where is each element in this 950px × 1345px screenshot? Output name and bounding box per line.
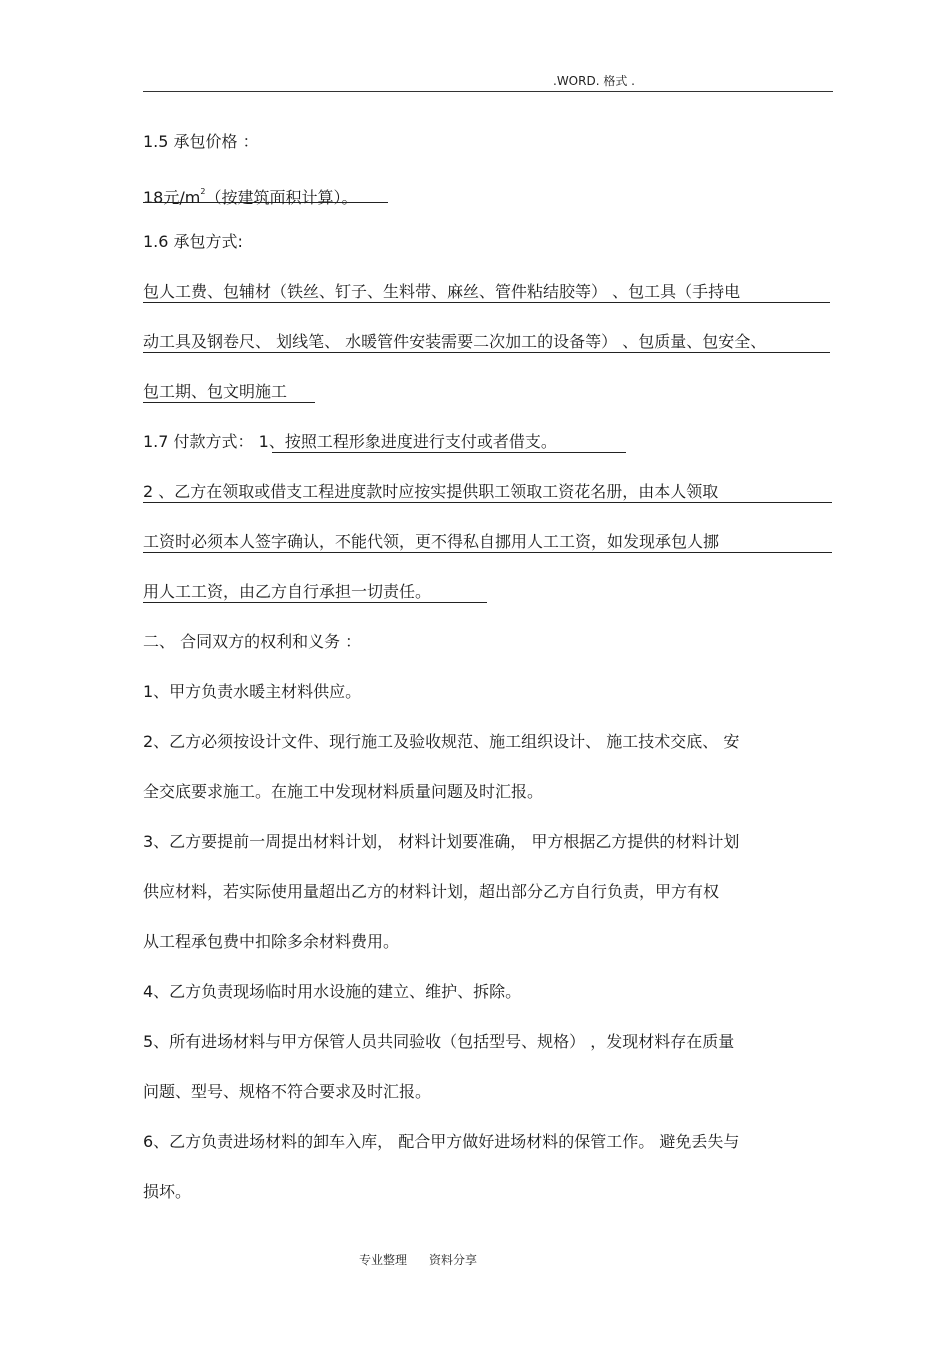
clause-1-6-underline-2 <box>143 352 830 353</box>
payment-item-2-underline-2 <box>143 552 832 553</box>
duty-1: 1、甲方负责水暖主材料供应。 <box>143 682 362 701</box>
payment-item-2-line-2: 工资时必须本人签字确认，不能代领，更不得私自挪用人工工资，如发现承包人挪 <box>143 532 720 551</box>
clause-1-5-title: 1.5 承包价格 ： <box>143 132 259 151</box>
duty-4: 4、乙方负责现场临时用水设施的建立、维护、拆除。 <box>143 982 522 1001</box>
footer-right: 资料分享 <box>429 1253 478 1267</box>
duty-5-line-2: 问题、型号、规格不符合要求及时汇报。 <box>143 1082 432 1101</box>
clause-1-6-title: 1.6 承包方式: <box>143 232 243 251</box>
price-unit-superscript: 2 <box>200 187 206 196</box>
clause-1-6-underline-1 <box>143 302 830 303</box>
price-underline <box>143 202 388 203</box>
duty-2-line-2: 全交底要求施工。在施工中发现材料质量问题及时汇报。 <box>143 782 544 801</box>
clause-1-5-price <box>143 182 357 208</box>
payment-item-2-underline-1 <box>143 502 832 503</box>
page-footer <box>359 1251 477 1268</box>
payment-item-1-underline <box>272 452 626 453</box>
clause-1-6-line-3: 包工期、包文明施工 <box>143 382 288 401</box>
clause-1-6-line-2: 动工具及钢卷尺、 划线笔、 水暖管件安装需要二次加工的设备等） 、包质量、包安全、 <box>143 332 767 351</box>
payment-item-2-line-1: 2 、乙方在领取或借支工程进度款时应按实提供职工领取工资花名册，由本人领取 <box>143 482 719 501</box>
section-2-title: 二、 合同双方的权利和义务 ： <box>143 632 362 651</box>
duty-3-line-1: 3、乙方要提前一周提出材料计划， 材料计划要准确， 甲方根据乙方提供的材料计划 <box>143 832 740 851</box>
price-note: （按建筑面积计算）。 <box>205 188 358 207</box>
price-value: 18元/m <box>143 188 201 207</box>
duty-6-line-1: 6、乙方负责进场材料的卸车入库， 配合甲方做好进场材料的保管工作。 避免丢失与 <box>143 1132 740 1151</box>
payment-label: 1.7 付款方式： <box>143 432 254 451</box>
clause-1-6-underline-3 <box>143 402 315 403</box>
duty-6-line-2: 损坏。 <box>143 1182 192 1201</box>
clause-1-6-line-1: 包人工费、包辅材（铁丝、钉子、生料带、麻丝、管件粘结胶等） 、包工具（手持电 <box>143 282 741 301</box>
clause-1-7-line-1 <box>143 432 557 452</box>
duty-2-line-1: 2、乙方必须按设计文件、现行施工及验收规范、施工组织设计、 施工技术交底、 安 <box>143 732 740 751</box>
payment-item-1: 1、按照工程形象进度进行支付或者借支。 <box>258 432 557 451</box>
payment-item-2-line-3: 用人工工资，由乙方自行承担一切责任。 <box>143 582 432 601</box>
page-header: .WORD. 格式 . <box>553 74 635 88</box>
duty-3-line-3: 从工程承包费中扣除多余材料费用。 <box>143 932 400 951</box>
footer-left: 专业整理 <box>359 1253 408 1267</box>
header-rule <box>143 91 833 92</box>
duty-5-line-1: 5、所有进场材料与甲方保管人员共同验收（包括型号、规格） ，发现材料存在质量 <box>143 1032 735 1051</box>
payment-item-2-underline-3 <box>143 602 487 603</box>
duty-3-line-2: 供应材料，若实际使用量超出乙方的材料计划，超出部分乙方自行负责，甲方有权 <box>143 882 720 901</box>
